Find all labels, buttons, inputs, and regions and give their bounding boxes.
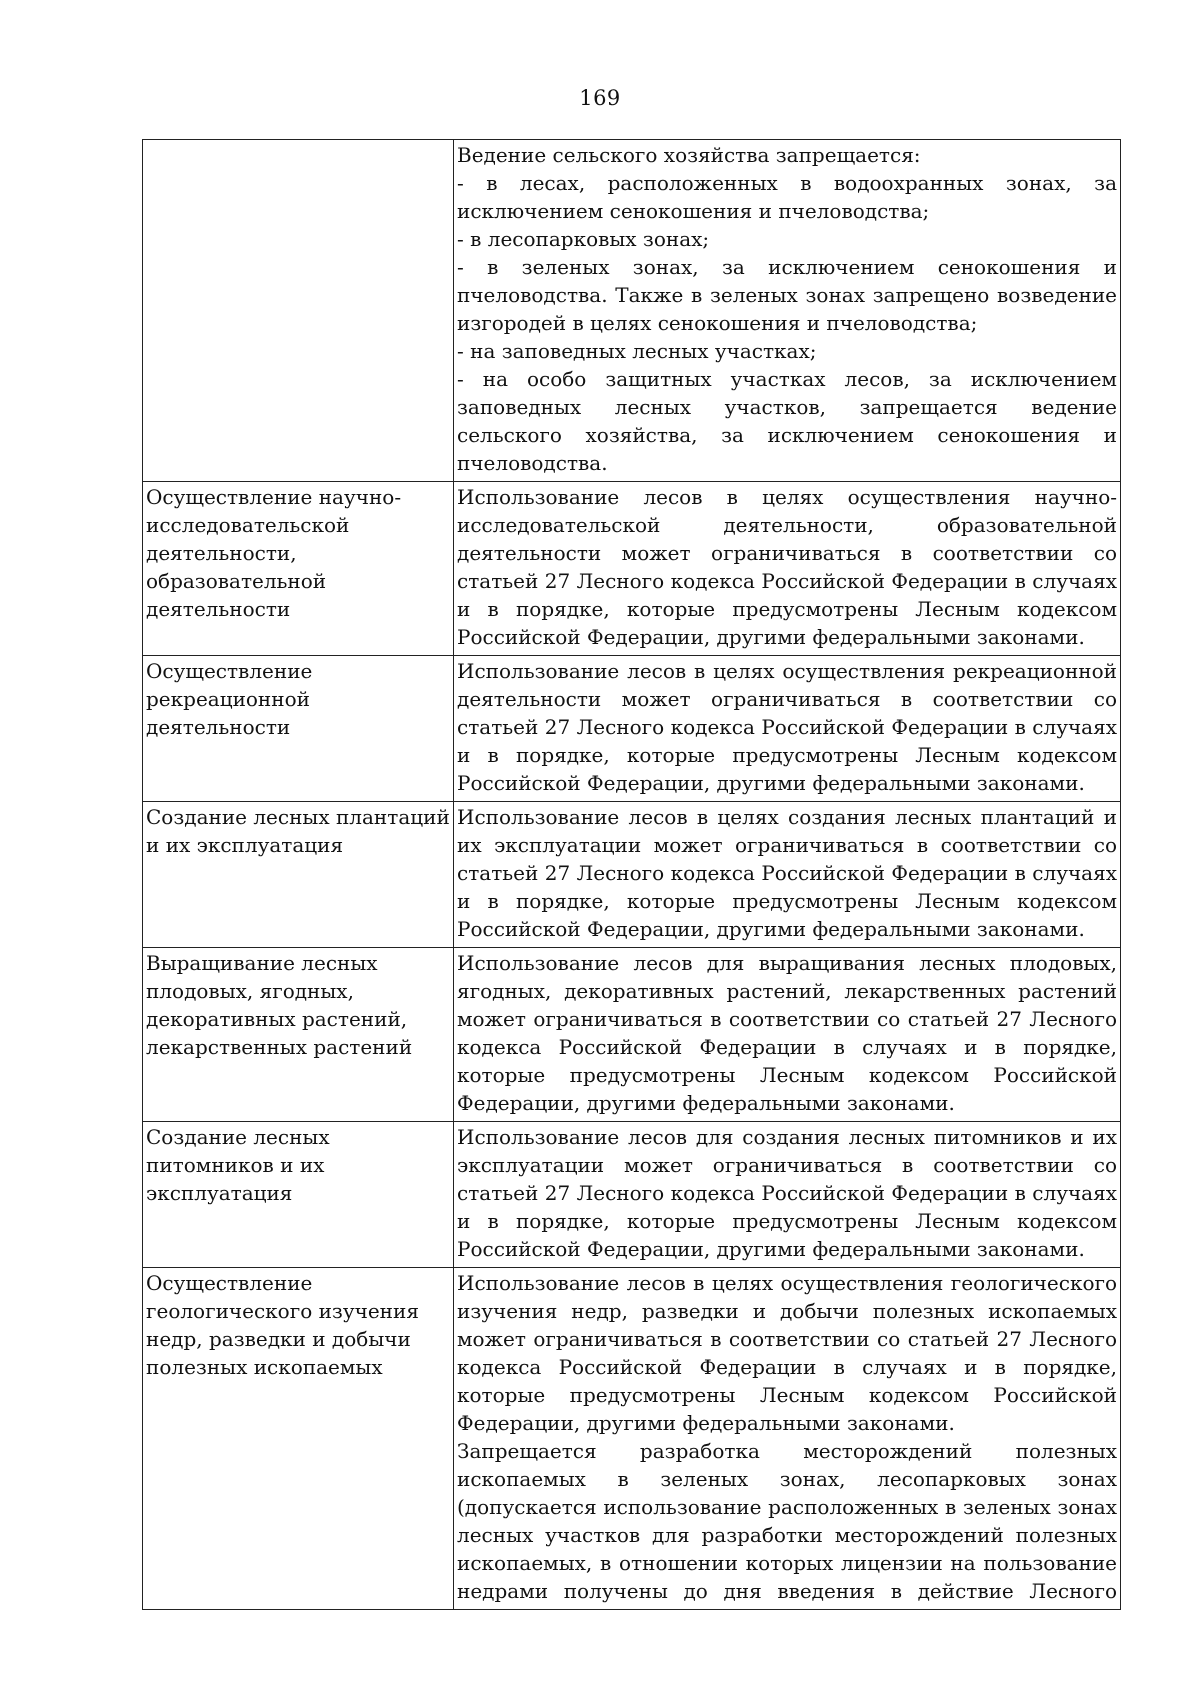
table-row [143,482,1121,656]
activity-cell: Создание лесных питомников и их эксплуатация [143,1122,454,1268]
restriction-paragraph: Использование лесов в целях создания лесных плантаций и их эксплуатации может ограничиваться в соответствии со статьей 27 Лесного кодекса Российской Федерации в случаях и в порядке, которые предусмотрены Лесным кодексом Российской Федерации, другими федеральными законами. [457,805,1117,941]
table-row [143,1268,1121,1610]
restriction-paragraph: - на заповедных лесных участках; [457,339,817,363]
restriction-paragraph: - в лесопарковых зонах; [457,227,710,251]
restriction-paragraph: Запрещается разработка месторождений полезных ископаемых в зеленых зонах, лесопарковых зонах (допускается использование расположенных в зеленых зонах лесных участков для разработки месторождений полезных ископаемых, в отношении которых лицензии на пользование недрами получены до дня введения в действие Лесного [457,1439,1117,1603]
activity-cell [143,140,454,482]
table-row [143,140,1121,482]
restriction-cell [454,802,1121,948]
table-row [143,656,1121,802]
restriction-cell [454,482,1121,656]
activity-cell: Осуществление научно-исследовательской деятельности, образовательной деятельности [143,482,454,656]
restriction-paragraph: - в зеленых зонах, за исключением сенокошения и пчеловодства. Также в зеленых зонах запрещено возведение изгородей в целях сенокошения и пчеловодства; [457,255,1117,335]
activity-cell: Осуществление рекреационной деятельности [143,656,454,802]
restriction-cell [454,1268,1121,1610]
restriction-paragraph: - на особо защитных участках лесов, за исключением заповедных лесных участков, запрещается ведение сельского хозяйства, за исключением сенокошения и пчеловодства. [457,367,1117,475]
restriction-paragraph: Использование лесов для создания лесных питомников и их эксплуатации может ограничиваться в соответствии со статьей 27 Лесного кодекса Российской Федерации в случаях и в порядке, которые предусмотрены Лесным кодексом Российской Федерации, другими федеральными законами. [457,1125,1117,1261]
restriction-paragraph: Использование лесов в целях осуществления рекреационной деятельности может ограничиваться в соответствии со статьей 27 Лесного кодекса Российской Федерации в случаях и в порядке, которые предусмотрены Лесным кодексом Российской Федерации, другими федеральными законами. [457,659,1117,795]
restriction-cell [454,1122,1121,1268]
restriction-paragraph: Использование лесов для выращивания лесных плодовых, ягодных, декоративных растений, лекарственных растений может ограничиваться в соответствии со статьей 27 Лесного кодекса Российской Федерации в случаях и в порядке, которые предусмотрены Лесным кодексом Российской Федерации, другими федеральными законами. [457,951,1117,1115]
table-row [143,802,1121,948]
forest-use-restrictions-table [142,139,1121,1610]
page-number: 169 [579,86,621,110]
restriction-paragraph: Использование лесов в целях осуществления научно-исследовательской деятельности, образовательной деятельности может ограничиваться в соответствии со статьей 27 Лесного кодекса Российской Федерации в случаях и в порядке, которые предусмотрены Лесным кодексом Российской Федерации, другими федеральными законами. [457,485,1117,649]
table-row [143,948,1121,1122]
restriction-paragraph: Ведение сельского хозяйства запрещается: [457,143,921,167]
restriction-paragraph: - в лесах, расположенных в водоохранных зонах, за исключением сенокошения и пчеловодства; [457,171,1117,223]
activity-cell: Создание лесных плантаций и их эксплуатация [143,802,454,948]
restriction-cell [454,140,1121,482]
restriction-paragraph: Использование лесов в целях осуществления геологического изучения недр, разведки и добычи полезных ископаемых может ограничиваться в соответствии со статьей 27 Лесного кодекса Российской Федерации в случаях и в порядке, которые предусмотрены Лесным кодексом Российской Федерации, другими федеральными законами. [457,1271,1117,1435]
table-row [143,1122,1121,1268]
restriction-cell [454,948,1121,1122]
restriction-cell [454,656,1121,802]
activity-cell: Выращивание лесных плодовых, ягодных, декоративных растений, лекарственных растений [143,948,454,1122]
activity-cell: Осуществление геологического изучения недр, разведки и добычи полезных ископаемых [143,1268,454,1610]
